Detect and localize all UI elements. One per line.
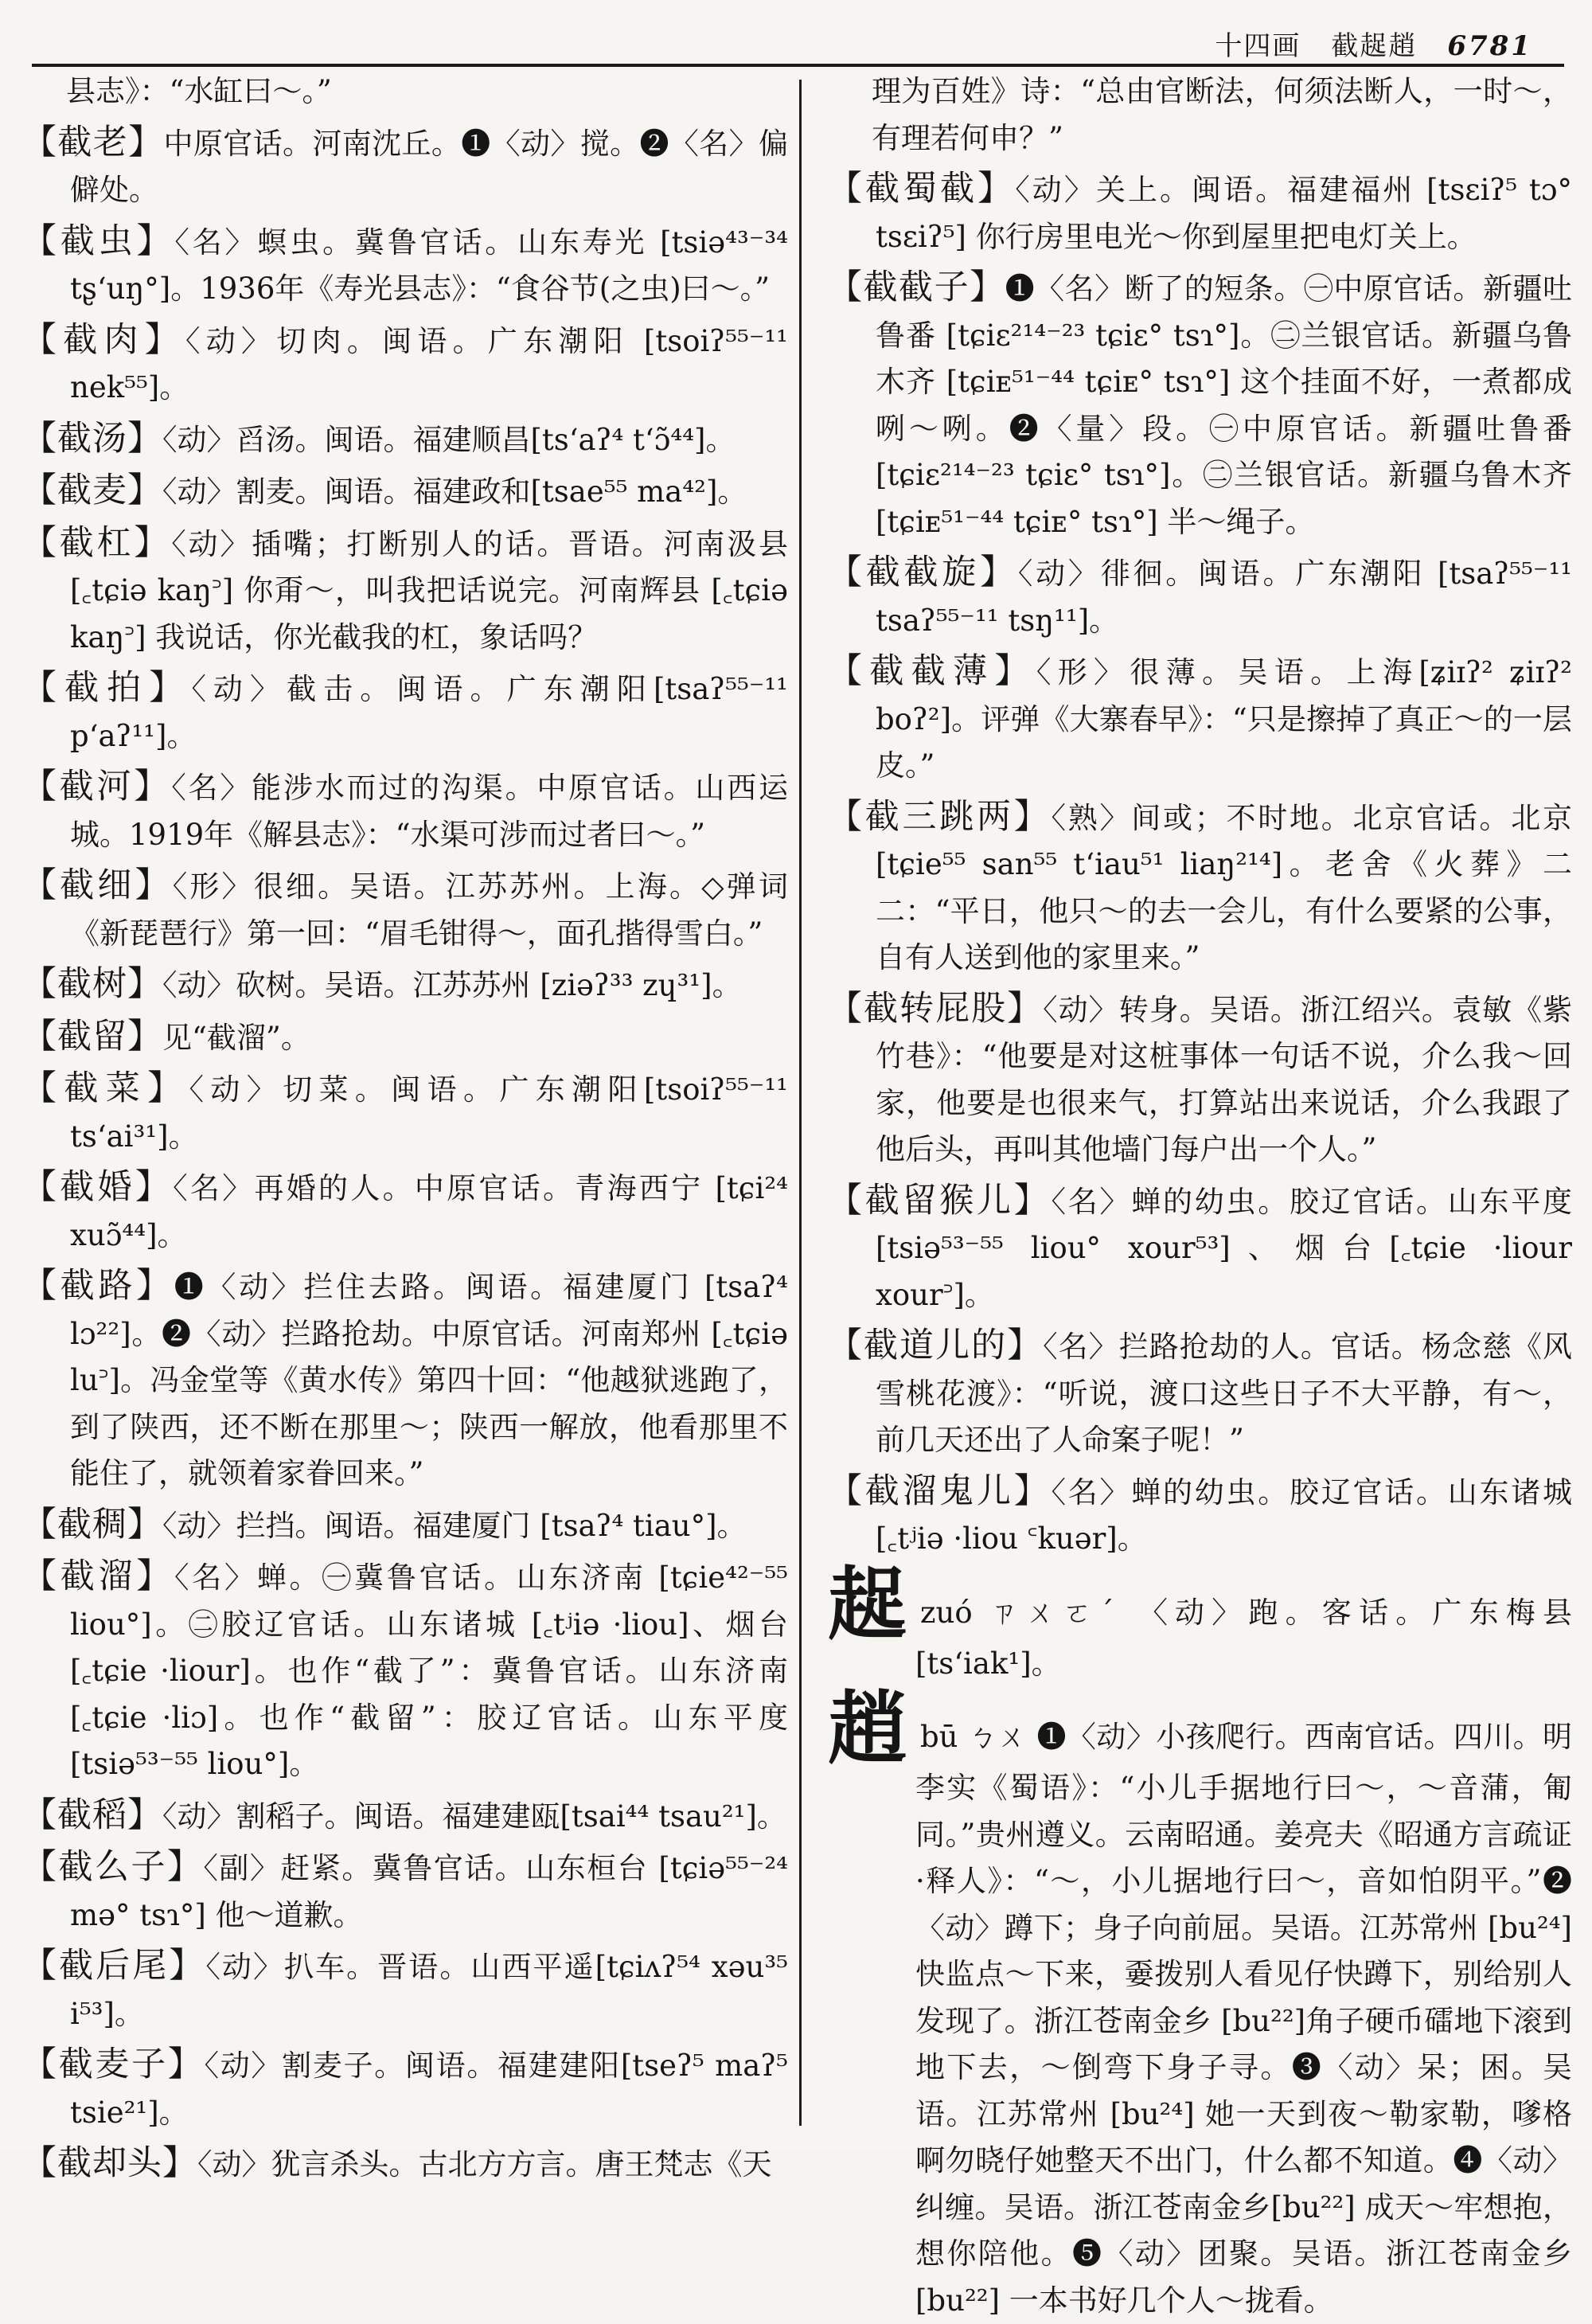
dictionary-entry [828,1468,1572,1563]
dictionary-entry [22,1943,788,2037]
entry-definition: 〈名〉再婚的人。中原官话。青海西宁 [tɕi²⁴ xuɔ̃⁴⁴]。 [70,1171,789,1252]
entry-headword: 【截婚】 [22,1167,174,1207]
column-divider [799,80,802,2126]
dictionary-entry [22,1844,788,1939]
character-definition: zuó ㄗㄨㄛˊ 〈动〉跑。客话。广东梅县 [tsʻiak¹]。 [915,1595,1572,1681]
section-label: 十四画 [1215,30,1301,62]
entry-definition: 〈动〉截击。闽语。广东潮阳[tsaʔ⁵⁵⁻¹¹ pʻaʔ¹¹]。 [70,672,789,753]
entry-headword: 【截路】 [22,1266,174,1306]
dictionary-entry [22,1792,788,1841]
entry-definition: 〈名〉蝉的幼虫。胶辽官话。山东诸城 [꜀tʲiə ·liou ꜂kuər]。 [876,1474,1572,1556]
header-right [1215,24,1532,63]
dictionary-entry [22,1553,788,1788]
entry-definition: 〈熟〉间或；不时地。北京官话。北京 [tɕie⁵⁵ san⁵⁵ tʻiau⁵¹ liaŋ²¹⁴]。老舍《火葬》二二：“平日，他只～的去一会儿，有什么要紧的公事，自有人送到他的家里来。” [876,800,1572,975]
entry-definition: 〈动〉拦挡。闽语。福建厦门 [tsaʔ⁴ tiau°]。 [162,1508,747,1543]
dictionary-entry [22,2041,788,2136]
entry-headword: 【截麦】 [22,471,162,510]
entry-definition: 〈名〉螟虫。冀鲁官话。山东寿光 [tsiə⁴³⁻³⁴ tʂʻuŋ°]。1936年《寿光县志》：“食谷节(之虫)曰～。” [70,225,788,306]
dictionary-entry [828,549,1572,644]
dictionary-entry [22,1263,788,1498]
entry-headword: 【截截子】 [828,268,1005,307]
entry-headword: 【截老】 [22,122,164,162]
dictionary-entry [22,764,788,858]
entry-definition: 〈动〉徘徊。闽语。广东潮阳 [tsaʔ⁵⁵⁻¹¹ tsaʔ⁵⁵⁻¹¹ tsŋ¹¹]。 [876,557,1573,638]
entry-headword: 【截溜】 [22,1556,175,1596]
page-number: 6781 [1447,30,1532,62]
entry-headword: 【截转屁股】 [828,988,1044,1029]
entry-definition: 中原官话。河南沈丘。❶〈动〉搅。❷〈名〉偏僻处。 [70,126,788,207]
left-column [22,68,789,2183]
dictionary-entry [828,794,1572,982]
dictionary-entry [828,986,1572,1174]
entry-definition: 〈动〉切菜。闽语。广东潮阳[tsoiʔ⁵⁵⁻¹¹ tsʻai³¹]。 [70,1072,788,1154]
dictionary-entry [22,467,788,516]
entry-headword: 【截肉】 [22,319,186,360]
entry-definition: 〈动〉割麦子。闽语。福建建阳[tseʔ⁵ maʔ⁵ tsie²¹]。 [70,2049,788,2130]
entry-definition: 理为百姓》诗：“总由官断法，何须法断人，一时～，有理若何申？” [872,74,1572,155]
dictionary-entry [828,1178,1572,1319]
entry-headword: 【截蜀截】 [828,169,1016,209]
entry-headword: 【截么子】 [22,1847,204,1887]
entry-definition: 〈动〉关上。闽语。福建福州 [tsɛiʔ⁵ tɔ° tsɛiʔ⁵] 你行房里电光～你到屋里把电灯关上。 [876,173,1573,254]
entry-headword: 【截道儿的】 [828,1326,1044,1365]
dictionary-entry [22,961,788,1010]
entry-definition: 〈动〉转身。吴语。浙江绍兴。袁敏《紫竹巷》：“他要是对这桩事体一句话不说，介么我～回家，他要是也很来气，打算站出来说话，介么我跟了他后头，再叫其他墙门每户出一个人。” [876,992,1573,1166]
entry-headword: 【截杠】 [22,522,172,563]
entry-definition: 〈形〉很细。吴语。江苏苏州。上海。◇弹词《新琵琶行》第一回：“眉毛钳得～，面孔揩得雪白。” [70,869,788,951]
dictionary-entry [22,317,788,412]
entry-definition: 〈动〉砍树。吴语。江苏苏州 [ziəʔ³³ zɥ³¹]。 [162,968,742,1002]
entry-headword: 【截河】 [22,767,172,807]
entry-definition: 〈形〉很薄。吴语。上海[ʑiɪʔ² ʑiɪʔ² boʔ²]。评弹《大寨春早》：“只是擦掉了真正～的一层皮。” [876,655,1572,783]
entry-headword: 【截细】 [22,865,173,905]
entry-headword: 【截三跳两】 [828,796,1052,837]
continued-entry [828,68,1572,162]
right-column [828,68,1573,2318]
dictionary-entry [22,520,788,662]
dictionary-entry [22,862,788,957]
dictionary-entry [22,218,788,313]
entry-headword: 【截汤】 [22,418,162,459]
dictionary-entry [828,264,1572,545]
dictionary-entry [22,1164,788,1259]
entry-headword: 【截稠】 [22,1504,162,1545]
entry-definition: 〈动〉犹言杀头。古北方方言。唐王梵志《天 [197,2147,772,2181]
character-definition: bū ㄅㄨ ❶〈动〉小孩爬行。西南官话。四川。明李实《蜀语》：“小儿手据地行曰～，～音蒲，匍同。”贵州遵义。云南昭通。姜亮夫《昭通方言疏证·释人》：“～，小儿据地行曰～，音如怕阴平。”❷〈动〉蹲下；身子向前屈。吴语。江苏常州 [bu²⁴] 快监点～下来，嫑拨别人看见仔快蹲下，别给别人发现了。浙江苍南金乡 [bu²²]角子硬币礌地下滚到地下去，～倒弯下身子寻。❸〈动〉呆；困。吴语。江苏常州 [bu²⁴] 她一天到夜～勒家勒，嗲格啊勿晓仔她整天不出门，什么都不知道。❹〈动〉纠缠。吴语。浙江苍南金乡[bu²²] 成天～牢想抱，想你陪他。❺〈动〉团聚。吴语。浙江苍南金乡[bu²²] 一本书好几个人～拢看。 [915,1720,1572,2318]
entry-definition: 〈动〉舀汤。闽语。福建顺昌[tsʻaʔ⁴ tʻɔ̃⁴⁴]。 [162,422,736,457]
dictionary-entry [828,166,1572,260]
character-headword: 趙 [828,1682,907,1775]
entry-headword: 【截拍】 [22,668,192,708]
header-chars: 截趗趙 [1331,30,1418,62]
entry-definition: 〈名〉拦路抢劫的人。官话。杨念慈《风雪桃花渡》：“听说，渡口这些日子不大平静，有～，前几天还出了人命案子呢！” [876,1330,1573,1457]
dictionary-entry [22,1502,788,1550]
entry-headword: 【截麦子】 [22,2045,205,2084]
character-entry [828,1557,1572,1688]
entry-definition: 〈名〉蝉的幼虫。胶辽官话。山东平度 [tsiə⁵³⁻⁵⁵ liou° xour⁵³]、烟台[꜀tɕie ·liour xour꜄]。 [876,1184,1572,1312]
dictionary-entry [22,1065,788,1160]
entry-headword: 【截虫】 [22,221,175,261]
entry-definition: ❶〈名〉断了的短条。㊀中原官话。新疆吐鲁番 [tɕiɛ²¹⁴⁻²³ tɕiɛ° tsɿ°]。㊁兰银官话。新疆乌鲁木齐 [tɕiᴇ⁵¹⁻⁴⁴ tɕiᴇ° tsɿ°] 这个挂面不好，一煮都成咧～咧。❷〈量〉段。㊀中原官话。新疆吐鲁番 [tɕiɛ²¹⁴⁻²³ tɕiɛ° tsɿ°]。㊁兰银官话。新疆乌鲁木齐 [tɕiᴇ⁵¹⁻⁴⁴ tɕiᴇ° tsɿ°] 半～绳子。 [876,271,1572,539]
dictionary-entry [22,1014,788,1062]
entry-headword: 【截菜】 [22,1068,189,1108]
entry-definition: ❶〈动〉拦住去路。闽语。福建厦门 [tsaʔ⁴ lɔ²²]。❷〈动〉拦路抢劫。中原官话。河南郑州 [꜀tɕiə lu꜄]。冯金堂等《黄水传》第四十回：“他越狱逃跑了，到了陕西，还不断在那里～；陕西一解放，他看那里不能住了，就领着家眷回来。” [70,1270,789,1490]
entry-definition: 〈动〉切肉。闽语。广东潮阳 [tsoiʔ⁵⁵⁻¹¹ nek⁵⁵]。 [70,323,788,404]
entry-headword: 【截稻】 [22,1795,162,1835]
entry-definition: 〈名〉蝉。㊀冀鲁官话。山东济南 [tɕie⁴²⁻⁵⁵ liou°]。㊁胶辽官话。山东诸城 [꜀tʲiə ·liou]、烟台 [꜀tɕie ·liour]。也作“截了”：冀鲁官话。山东济南 [꜀tɕie ·liɔ]。也作“截留”：胶辽官话。山东平度 [tsiə⁵³⁻⁵⁵ liou°]。 [70,1560,788,1781]
entry-headword: 【截留猴儿】 [828,1180,1052,1221]
dictionary-entry [22,119,788,214]
entry-headword: 【截溜鬼儿】 [828,1471,1052,1511]
character-entry [828,1682,1572,2324]
dictionary-entry [22,2140,788,2189]
entry-headword: 【截后尾】 [22,1946,206,1986]
dictionary-entry [828,648,1572,790]
entry-definition: 〈名〉能涉水而过的沟渠。中原官话。山西运城。1919年《解县志》：“水渠可涉而过者曰～。” [70,771,789,852]
dictionary-entry [22,665,788,760]
entry-definition: 县志》：“水缸曰～。” [66,74,332,108]
dictionary-entry [828,1322,1572,1464]
entry-definition: 〈动〉割稻子。闽语。福建建瓯[tsai⁴⁴ tsau²¹]。 [162,1799,786,1834]
entry-headword: 【截却头】 [22,2143,197,2183]
entry-definition: 〈动〉插嘴；打断别人的话。晋语。河南汲县 [꜀tɕiə kaŋ꜄] 你甭～，叫我把话说完。河南辉县 [꜀tɕiə kaŋ꜄] 我说话，你光截我的杠，象话吗？ [70,526,789,654]
running-header [32,14,1564,67]
entry-headword: 【截截旋】 [828,553,1018,592]
continued-entry [22,68,788,115]
entry-headword: 【截树】 [22,964,162,1004]
entry-definition: 〈动〉割麦。闽语。福建政和[tsae⁵⁵ ma⁴²]。 [162,475,747,509]
entry-headword: 【截留】 [22,1016,162,1057]
dictionary-entry [22,416,788,464]
entry-headword: 【截截薄】 [828,651,1036,691]
entry-definition: 见“截溜”。 [162,1020,310,1055]
entry-definition: 〈动〉扒车。晋语。山西平遥[tɕiʌʔ⁵⁴ xəu³⁵ i⁵³]。 [70,1950,788,2031]
character-headword: 趗 [828,1557,907,1651]
entry-definition: 〈副〉赶紧。冀鲁官话。山东桓台 [tɕiə⁵⁵⁻²⁴ mə° tsɿ°] 他～道歉。 [70,1851,789,1932]
